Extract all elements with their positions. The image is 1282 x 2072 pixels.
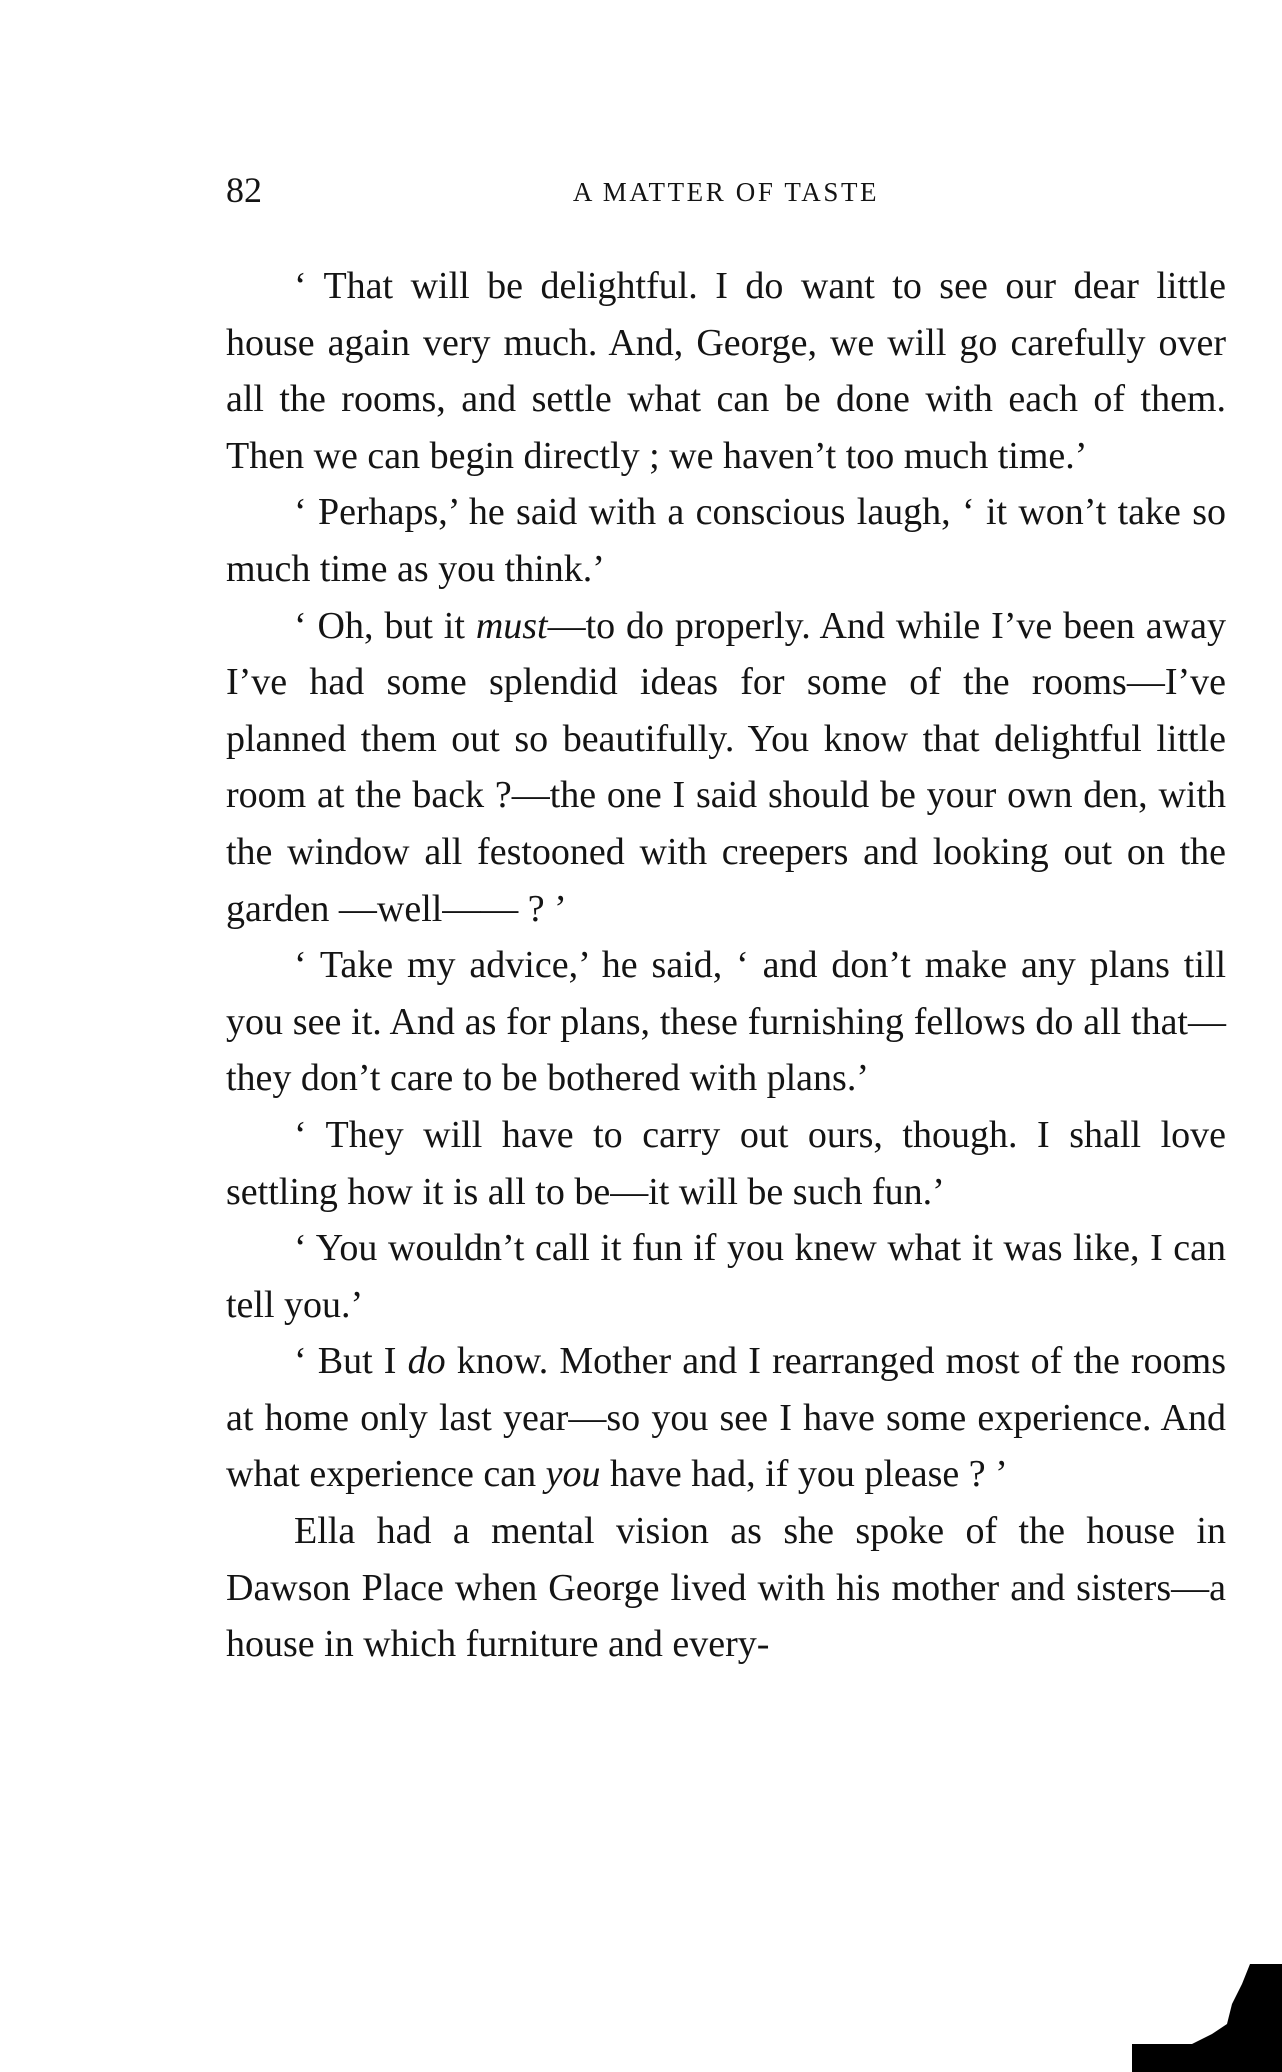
running-title: A MATTER OF TASTE (572, 177, 880, 207)
paragraph (226, 258, 1226, 484)
paragraph (226, 1220, 1226, 1333)
text-run: ‘ But I (294, 1340, 408, 1383)
italic-text: you (545, 1453, 601, 1496)
italic-text: must (475, 604, 548, 647)
page-number: 82 (226, 170, 262, 210)
text-run: have had, if you please ? ’ (600, 1453, 1008, 1496)
text-run: ‘ Oh, but it (294, 604, 476, 647)
body-text (226, 258, 1226, 1673)
paragraph (226, 1503, 1226, 1673)
italic-text: do (407, 1340, 446, 1383)
page-edge-shadow (1132, 1964, 1282, 2072)
text-run: ‘ You wouldn’t call it fun if you knew what it was like, I can tell you.’ (226, 1227, 1226, 1326)
paragraph (226, 598, 1226, 938)
paragraph (226, 1333, 1226, 1503)
paragraph (226, 937, 1226, 1107)
text-run: know. Mother and I rearranged most of the rooms at home only last year—so you see I have some experience. And what experience can (226, 1340, 1226, 1496)
text-run: ‘ That will be delightful. I do want to see our dear little house again very much. And, George, we will go carefully over all the rooms, and settle what can be done with each of them. Then we can begin directly ; we haven’t too much time.’ (226, 265, 1226, 477)
paragraph (226, 1107, 1226, 1220)
text-run: —to do properly. And while I’ve been away I’ve had some splendid ideas for some of the rooms—I’ve planned them out so beautifully. You know that delightful little room at the back ?—the one I said should be your own den, with the window all festooned with creepers and looking out on the garden —well—— ? ’ (226, 604, 1226, 930)
paragraph (226, 484, 1226, 597)
text-run: Ella had a mental vision as she spoke of the house in Dawson Place when George lived with his mother and sisters—a house in which furniture and every- (226, 1510, 1226, 1666)
text-run: ‘ Take my advice,’ he said, ‘ and don’t make any plans till you see it. And as for plans, these furnishing fellows do all that—they don’t care to be bothered with plans.’ (226, 944, 1226, 1100)
text-run: ‘ They will have to carry out ours, though. I shall love settling how it is all to be—it will be such fun.’ (226, 1113, 1226, 1213)
text-run: ‘ Perhaps,’ he said with a conscious laugh, ‘ it won’t take so much time as you think.’ (226, 491, 1226, 590)
page-header (226, 168, 1236, 212)
